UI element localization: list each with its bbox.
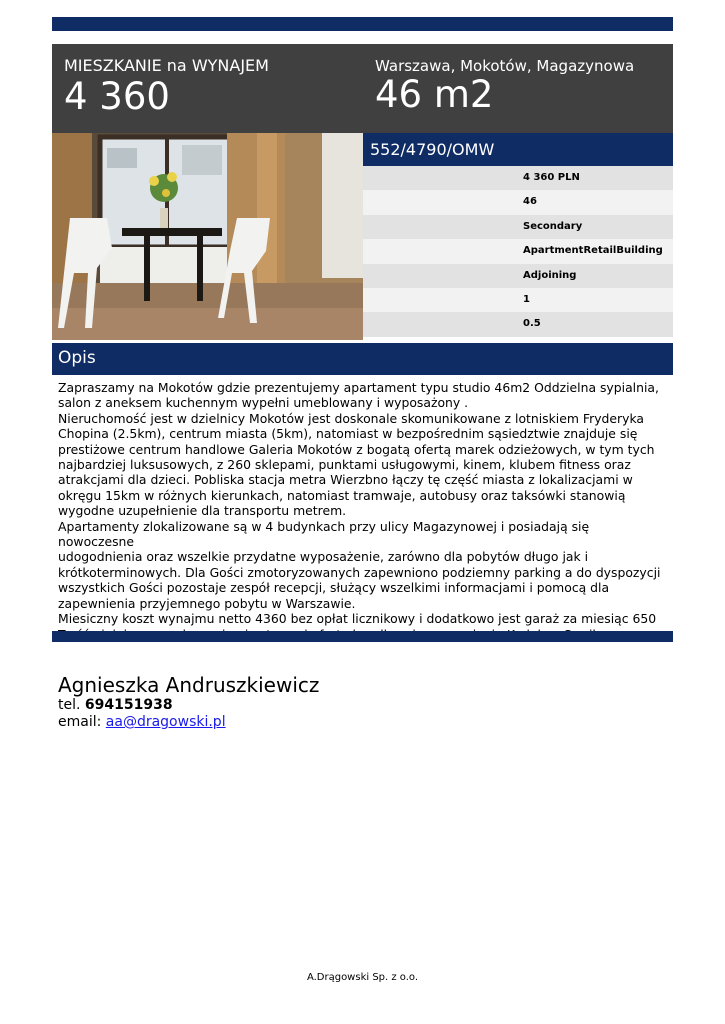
agent-email-line <box>58 714 319 731</box>
listing-header <box>52 44 673 133</box>
description-line: Apartamenty zlokalizowane są w 4 budynkach przy ulicy Magazynowej i posiadają się nowoczesne <box>58 518 590 550</box>
detail-kitchen: Adjoining <box>363 264 673 288</box>
details-table <box>363 166 673 337</box>
header-right <box>375 56 634 117</box>
description-line: wygodne uzupełnienie dla transportu metrem. <box>58 503 347 519</box>
agent-email-link[interactable]: aa@dragowski.pl <box>105 714 226 730</box>
agent-phone-line <box>58 697 319 714</box>
agent-name: Agnieszka Andruszkiewicz <box>58 673 320 697</box>
top-decor-bar <box>52 17 673 31</box>
description-line: Miesiczny koszt wynajmu netto 4360 bez opłat licznikowy i dodatkowo jest garaż za miesiąc 650 <box>58 611 657 627</box>
header-left <box>64 56 269 119</box>
detail-area: 46 <box>363 190 673 214</box>
description-line: prestiżowe centrum handlowe Galeria Mokotów z bogatą ofertą marek odzieżowych, w tym tych <box>58 441 655 457</box>
phone-label: tel. <box>58 697 81 713</box>
reference-number: 552/4790/OMW <box>363 133 673 166</box>
footer-company: A.Drągowski Sp. z o.o. <box>306 972 419 983</box>
description-line: Zapraszamy na Mokotów gdzie prezentujemy apartament typu studio 46m2 Oddzielna sypialnia, <box>58 380 659 395</box>
description-line: wszystkich Gości pozostaje zespół recepcji, służący wszelkimi informacjami i pomocą dla <box>58 580 610 596</box>
description-line: najbardziej luksusowych, z 260 sklepami, punktami usługowymi, kinem, klubem fitness oraz <box>58 457 631 473</box>
apartment-photo-illustration <box>52 133 363 340</box>
bottom-decor-bar <box>52 631 673 642</box>
description-line: salon z aneksem kuchennym wypełni umeblowany i wyposażony . <box>58 395 469 411</box>
listing-price: 4 360 <box>64 75 170 118</box>
agent-contact <box>58 673 319 731</box>
description-line: okręgu 15km w różnych kierunkach, natomiast tramwaje, autobusy oraz taksówki stanowią <box>58 487 626 503</box>
apartment-photo <box>52 133 363 340</box>
description-line: zapewnienia przyjemnego pobytu w Warszawie. <box>58 595 356 611</box>
description-line: atrakcjami dla dzieci. Pobliska stacja metra Wierzbno łączy tę część miasta z lokalizacjami w <box>58 472 633 488</box>
section-title-opis: Opis <box>52 343 673 375</box>
description-line: udogodnienia oraz wszelkie przydatne wyposażenie, zarówno dla pobytów długo jak i <box>58 549 589 565</box>
detail-price: 4 360 PLN <box>363 166 673 190</box>
listing-type: MIESZKANIE na WYNAJEM <box>64 56 269 75</box>
email-label: email: <box>58 714 102 730</box>
detail-market: Secondary <box>363 215 673 239</box>
description-line: Nieruchomość jest w dzielnicy Mokotów jest doskonale skomunikowane z lotniskiem Fryderyka <box>58 410 644 426</box>
listing-location: Warszawa, Mokotów, Magazynowa <box>375 57 635 75</box>
description-text <box>58 380 668 642</box>
detail-rooms: 1 <box>363 288 673 312</box>
agent-phone: 694151938 <box>84 697 173 713</box>
description-line: krótkoterminowych. Dla Gości zmotoryzowanych zapewniono podziemny parking a do dyspozycji <box>58 564 661 580</box>
description-line: Chopina (2.5km), centrum miasta (5km), natomiast w bezpośrednim sąsiedztwie znajduje się <box>58 426 638 442</box>
detail-building-type: ApartmentRetailBuilding <box>363 239 673 263</box>
detail-floor: 0.5 <box>363 312 673 336</box>
listing-area: 46 m2 <box>375 73 494 116</box>
